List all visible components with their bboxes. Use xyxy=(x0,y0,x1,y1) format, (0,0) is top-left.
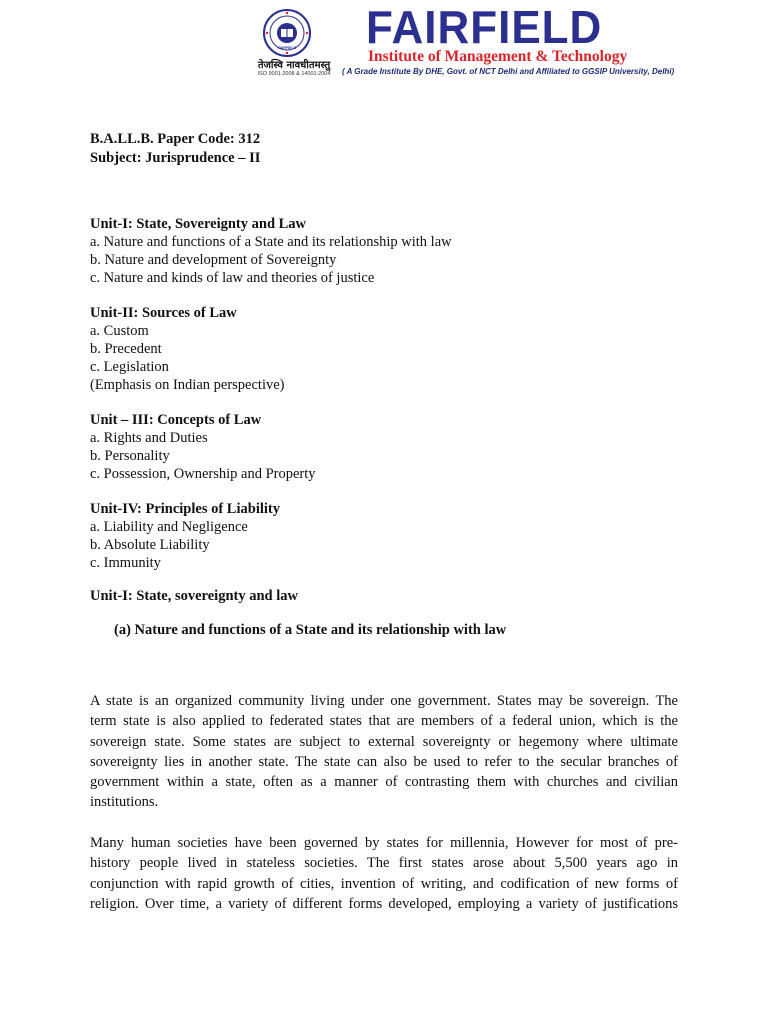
brand-subtitle: Institute of Management & Technology xyxy=(368,48,628,65)
brand-grade-note: ( A Grade Institute By DHE, Govt. of NCT Delhi and Affiliated to GGSIP University, Delhi) xyxy=(342,67,675,76)
paragraph-line: Many human societies have been governed by states for millennia, However for most of pre- xyxy=(90,835,678,851)
body-paragraph xyxy=(90,833,678,914)
unit-title: Unit-IV: Principles of Liability xyxy=(90,501,280,517)
paragraph-line: history people lived in stateless societies. The first states arose about 5,500 years ago in xyxy=(90,855,678,872)
unit-title: Unit-I: State, Sovereignty and Law xyxy=(90,216,307,232)
motto-hindi: तेजस्वि नावधीतमस्तु xyxy=(257,60,331,71)
unit-item: c. Legislation xyxy=(90,359,169,375)
paragraph-line: conjunction with rapid growth of cities, invention of writing, and codification of new forms of xyxy=(90,875,678,892)
unit-item: a. Nature and functions of a State and its relationship with law xyxy=(90,234,452,250)
subject-title: Subject: Jurisprudence – II xyxy=(90,150,261,166)
unit-item: a. Liability and Negligence xyxy=(90,519,248,535)
paragraph-line: institutions. xyxy=(90,794,159,811)
section-subheading: (a) Nature and functions of a State and its relationship with law xyxy=(114,622,507,638)
unit-item: b. Absolute Liability xyxy=(90,537,210,553)
section-heading: Unit-I: State, sovereignty and law xyxy=(90,588,298,604)
institute-seal-icon xyxy=(262,8,312,58)
unit-item: c. Nature and kinds of law and theories of justice xyxy=(90,270,375,286)
unit-item: a. Rights and Duties xyxy=(90,430,208,446)
unit-item: b. Nature and development of Sovereignty xyxy=(90,252,337,268)
body-paragraph xyxy=(90,691,678,813)
paragraph-line: government within a state, often as a manner of contrasting them with churches and civilian xyxy=(90,774,678,791)
paper-code: B.A.LL.B. Paper Code: 312 xyxy=(90,131,261,147)
unit-item: a. Custom xyxy=(90,323,149,339)
unit-item: (Emphasis on Indian perspective) xyxy=(90,377,285,393)
paragraph-line: sovereign state. Some states are subject to external sovereignty or hegemony where ultimate xyxy=(90,733,678,750)
unit-item: c. Immunity xyxy=(90,555,161,571)
unit-item: c. Possession, Ownership and Property xyxy=(90,466,316,482)
unit-title: Unit-II: Sources of Law xyxy=(90,305,237,321)
brand-name: FAIRFIELD xyxy=(366,1,603,54)
unit-item: b. Personality xyxy=(90,448,170,464)
iso-certification: ISO 9001:2008 & 14001:2004 xyxy=(257,71,331,77)
seal-text: FAIRFIELD xyxy=(277,46,297,50)
paragraph-line: A state is an organized community living under one government. States may be sovereign. The xyxy=(90,693,678,709)
paragraph-line: religion. Over time, a variety of different forms developed, employing a variety of justifications xyxy=(90,895,678,912)
paragraph-line: sovereignty lies in another state. The state can also be used to refer to the secular branches of xyxy=(90,753,678,770)
unit-title: Unit – III: Concepts of Law xyxy=(90,412,262,428)
paragraph-line: term state is also applied to federated states that are members of a federal union, which is the xyxy=(90,713,678,730)
unit-item: b. Precedent xyxy=(90,341,162,357)
